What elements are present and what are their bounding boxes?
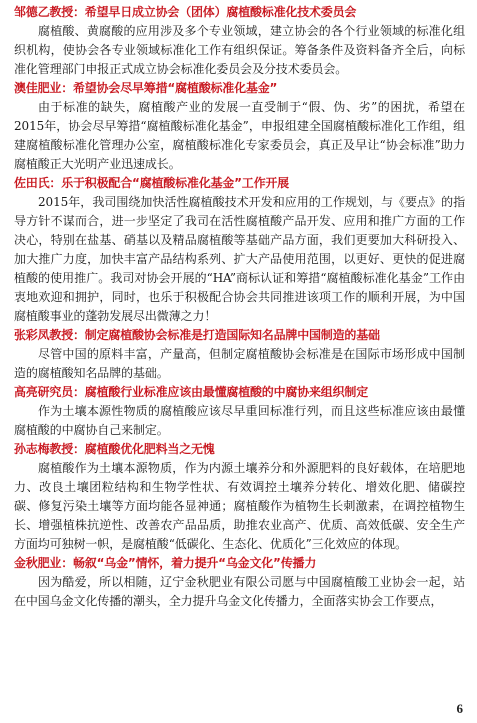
paragraph: 腐植酸作为土壤本源物质，作为内源土壤养分和外源肥料的良好载体，在培肥地力、改良土壤团粒结构和生物学性状、有效调控土壤养分转化、增效化肥、储碳控碳、修复污染土壤等方面均能各显神通；腐植酸作为植物生长刺激素，在调控植物生长、增强植株抗逆性、改善农产品品质，助推农业高产、优质、高效低碳、安全生产方面均可独树一帜，是腐植酸“低碳化、生态化、优质化”三化效应的体现。 [14, 461, 465, 551]
paragraph: 2015年，我司围绕加快活性腐植酸技术开发和应用的工作规划，与《要点》的指导方针不谋而合，进一步坚定了我司在活性腐植酸产品开发、应用和推广方面的工作决心，特别在盐基、硝基以及精品腐植酸等基础产品方面，我们更要加大科研投入、加大推广力度，加快丰富产品结构系列、扩大产品使用范围，以更好、更快的促进腐植酸的使用推广。我司对协会开展的“HA”商标认证和筹措“腐植酸标准化基金”工作由衷地欢迎和拥护，同时，也乐于积极配合协会共同推进该项工作的顺利开展，为中国腐植酸事业的蓬勃发展尽出微薄之力！ [14, 195, 465, 323]
paragraph: 作为土壤本源性物质的腐植酸应该尽早重回标准行列，而且这些标准应该由最懂腐植酸的中腐协自己来制定。 [14, 404, 465, 437]
section [14, 383, 465, 440]
section-heading: 孙志梅教授：腐植酸优化肥料当之无愧 [14, 442, 215, 456]
section-heading: 金秋肥业：畅叙“乌金”情怀，着力提升“乌金文化”传播力 [14, 556, 317, 570]
paragraph: 尽管中国的原料丰富，产量高，但制定腐植酸协会标准是在国际市场形成中国制造的腐植酸知名品牌的基础。 [14, 347, 465, 380]
paragraph: 由于标准的缺失，腐植酸产业的发展一直受制于“假、伪、劣”的困扰，希望在2015年，协会尽早筹措“腐植酸标准化基金”，申报组建全国腐植酸标准化工作组，组建腐植酸标准化管理办公室，腐植酸标准化专家委员会，真正及早让“协会标准”助力腐植酸正大光明产业迅速成长。 [14, 100, 465, 171]
section-heading: 澳佳肥业：希望协会尽早筹措“腐植酸标准化基金” [14, 81, 278, 95]
section [14, 3, 465, 79]
page-number: 6 [456, 701, 463, 716]
section [14, 440, 465, 554]
section-heading: 张彩凤教授：制定腐植酸协会标准是打造国际知名品牌中国制造的基础 [14, 328, 380, 342]
paragraph: 腐植酸、黄腐酸的应用涉及多个专业领域，建立协会的各个行业领域的标准化组织机构，使协会各专业领域标准化工作有组织保证。筹备条件及资料备齐全后，向标准化管理部门申报正式成立协会标准化委员会及分技术委员会。 [14, 24, 465, 76]
section [14, 79, 465, 174]
section [14, 554, 465, 611]
section-heading: 高亮研究员：腐植酸行业标准应该由最懂腐植酸的中腐协来组织制定 [14, 385, 369, 399]
section-heading: 邹德乙教授：希望早日成立协会（团体）腐植酸标准化技术委员会 [14, 5, 357, 19]
paragraph: 因为酷爱，所以相随，辽宁金秋肥业有限公司愿与中国腐植酸工业协会一起，站在中国乌金文化传播的潮头，全力提升乌金文化传播力，全面落实协会工作要点， [14, 575, 465, 608]
section-heading: 佐田氏：乐于积极配合“腐植酸标准化基金”工作开展 [14, 176, 289, 190]
document-page [14, 3, 465, 611]
section [14, 174, 465, 326]
section [14, 326, 465, 383]
